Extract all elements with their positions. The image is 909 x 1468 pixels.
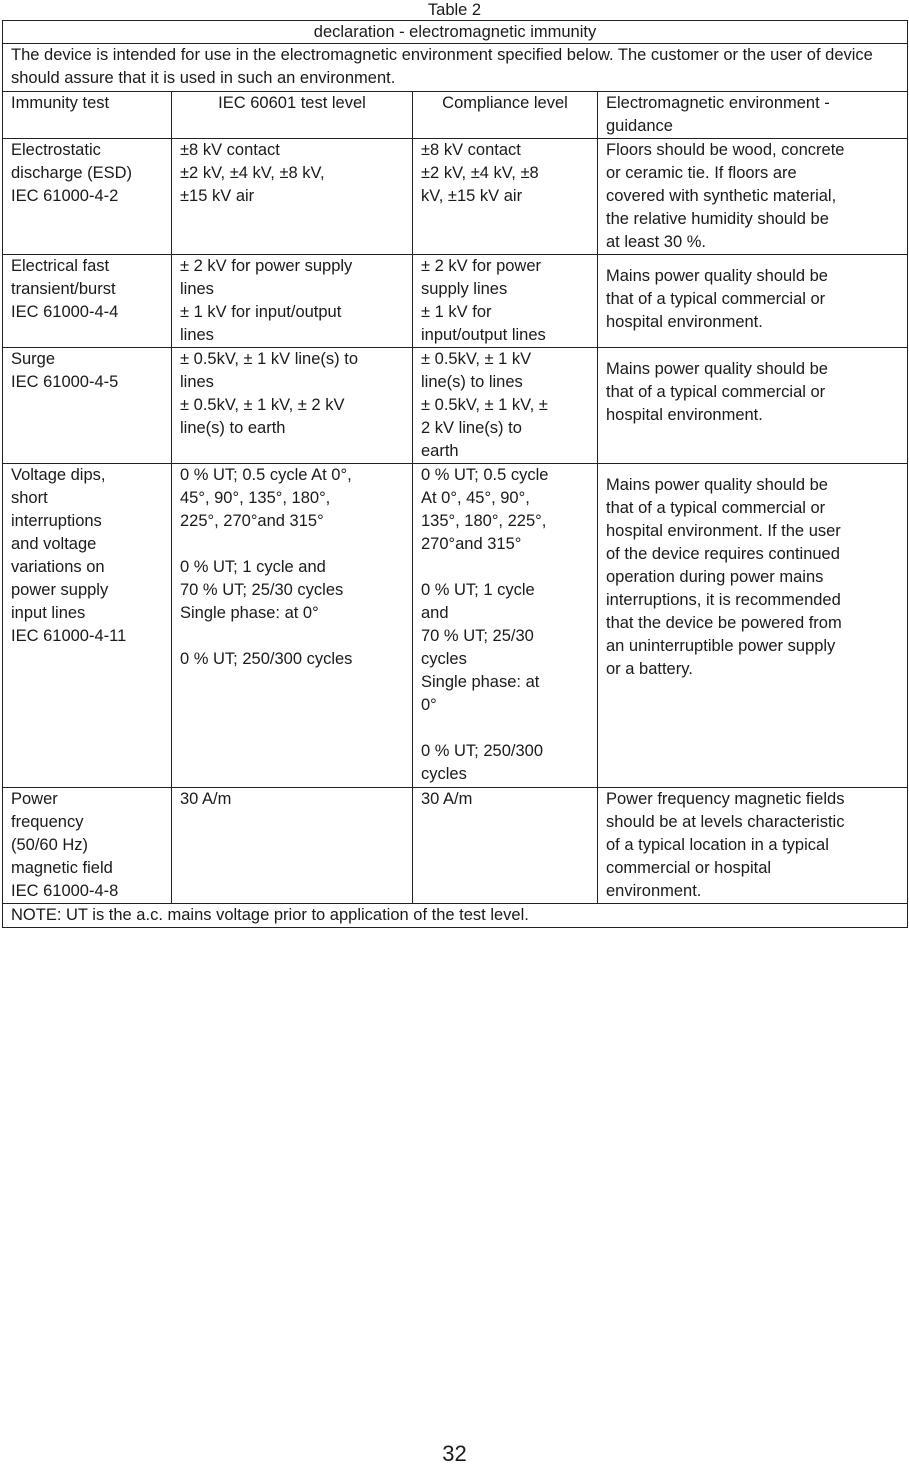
cell-compliance-level: ± 0.5kV, ± 1 kV line(s) to lines ± 0.5kV, ± 1 kV, ± 2 kV line(s) to earth [413,348,598,464]
cell-immunity-test: Surge IEC 61000-4-5 [3,348,172,464]
table-row-voltage-dips [3,464,908,788]
table-title: declaration - electromagnetic immunity [3,21,908,44]
cell-immunity-test: Voltage dips, short interruptions and voltage variations on power supply input lines IEC 61000-4-11 [3,464,172,788]
table-note-row [3,904,908,928]
table-note: NOTE: UT is the a.c. mains voltage prior to application of the test level. [3,904,908,928]
header-immunity-test: Immunity test [3,92,172,139]
table-title-row [3,21,908,44]
cell-compliance-level: 30 A/m [413,788,598,904]
cell-guidance: Mains power quality should be that of a typical commercial or hospital environment. [598,348,908,464]
cell-test-level: ± 2 kV for power supply lines ± 1 kV for input/output lines [172,255,413,348]
cell-compliance-level: 0 % UT; 0.5 cycle At 0°, 45°, 90°, 135°, 180°, 225°, 270°and 315° 0 % UT; 1 cycle and 70 % UT; 25/30 cycles Single phase: at 0° 0 % UT; 250/300 cycles [413,464,598,788]
table-caption: Table 2 [427,1,482,19]
table-header-row [3,92,908,139]
cell-guidance: Power frequency magnetic fields should be at levels characteristic of a typical location in a typical commercial or hospital environment. [598,788,908,904]
header-guidance: Electromagnetic environment - guidance [598,92,908,139]
table-intro: The device is intended for use in the electromagnetic environment specified below. The customer or the user of device should assure that it is used in such an environment. [3,44,908,92]
table-row-esd [3,139,908,255]
table-row-eft [3,255,908,348]
table-row-surge [3,348,908,464]
cell-guidance: Mains power quality should be that of a typical commercial or hospital environment. If the user of the device requires continued operation during power mains interruptions, it is recommended that the device be powered from an uninterruptible power supply or a battery. [598,464,908,788]
cell-immunity-test: Electrical fast transient/burst IEC 61000-4-4 [3,255,172,348]
cell-immunity-test: Electrostatic discharge (ESD) IEC 61000-4-2 [3,139,172,255]
table-intro-row [3,44,908,92]
cell-compliance-level: ±8 kV contact ±2 kV, ±4 kV, ±8 kV, ±15 kV air [413,139,598,255]
immunity-declaration-table [2,20,908,928]
cell-guidance: Mains power quality should be that of a typical commercial or hospital environment. [598,255,908,348]
cell-test-level: 30 A/m [172,788,413,904]
table-row-magnetic-field [3,788,908,904]
header-compliance-level: Compliance level [413,92,598,139]
cell-test-level: ± 0.5kV, ± 1 kV line(s) to lines ± 0.5kV, ± 1 kV, ± 2 kV line(s) to earth [172,348,413,464]
immunity-table-wrapper [2,20,907,928]
cell-test-level: ±8 kV contact ±2 kV, ±4 kV, ±8 kV, ±15 kV air [172,139,413,255]
cell-test-level: 0 % UT; 0.5 cycle At 0°, 45°, 90°, 135°, 180°, 225°, 270°and 315° 0 % UT; 1 cycle and 70 % UT; 25/30 cycles Single phase: at 0° 0 % UT; 250/300 cycles [172,464,413,788]
header-test-level: IEC 60601 test level [172,92,413,139]
cell-guidance: Floors should be wood, concrete or ceramic tie. If floors are covered with synthetic material, the relative humidity should be at least 30 %. [598,139,908,255]
page-number: 32 [442,1441,467,1466]
cell-compliance-level: ± 2 kV for power supply lines ± 1 kV for input/output lines [413,255,598,348]
cell-immunity-test: Power frequency (50/60 Hz) magnetic field IEC 61000-4-8 [3,788,172,904]
